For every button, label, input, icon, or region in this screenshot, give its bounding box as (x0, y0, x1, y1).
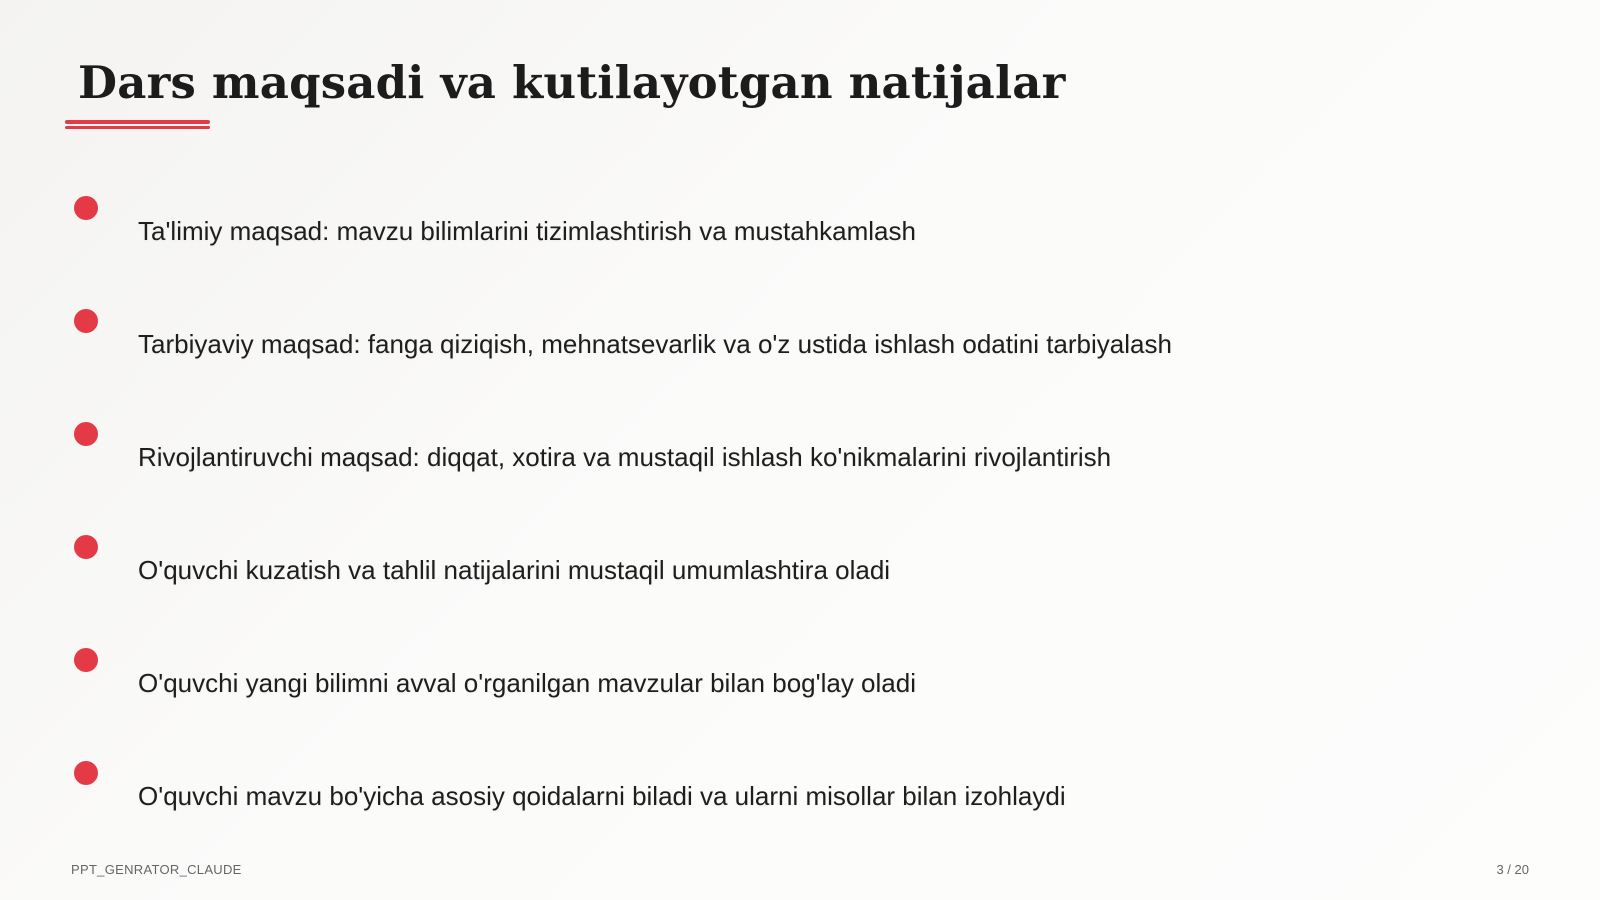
bullet-item (0, 761, 1500, 841)
bullet-dot-icon (74, 422, 98, 446)
bullet-dot-icon (74, 761, 98, 785)
bullet-text: O'quvchi yangi bilimni avval o'rganilgan mavzular bilan bog'lay oladi (138, 668, 916, 698)
title-underline (65, 120, 210, 124)
bullet-item (0, 309, 1500, 389)
bullet-dot-icon (74, 309, 98, 333)
bullet-item (0, 648, 1500, 728)
bullet-text: Tarbiyaviy maqsad: fanga qiziqish, mehnatsevarlik va o'z ustida ishlash odatini tarbiyalash (138, 329, 1172, 359)
bullet-dot-icon (74, 196, 98, 220)
bullet-dot-icon (74, 535, 98, 559)
bullet-dot-icon (74, 648, 98, 672)
bullet-text: Ta'limiy maqsad: mavzu bilimlarini tizimlashtirish va mustahkamlash (138, 216, 916, 246)
bullet-text: Rivojlantiruvchi maqsad: diqqat, xotira va mustaqil ishlash ko'nikmalarini rivojlantirish (138, 442, 1112, 472)
bullet-item (0, 422, 1500, 502)
bullet-item (0, 196, 1500, 276)
page-indicator: 3 / 20 (1496, 862, 1529, 877)
footer-source-label: PPT_GENRATOR_CLAUDE (71, 862, 242, 877)
bullet-item (0, 535, 1500, 615)
bullet-text: O'quvchi kuzatish va tahlil natijalarini mustaqil umumlashtira oladi (138, 555, 891, 585)
bullet-text: O'quvchi mavzu bo'yicha asosiy qoidalarni biladi va ularni misollar bilan izohlaydi (138, 781, 1066, 811)
slide-title: Dars maqsadi va kutilayotgan natijalar (78, 56, 1066, 109)
